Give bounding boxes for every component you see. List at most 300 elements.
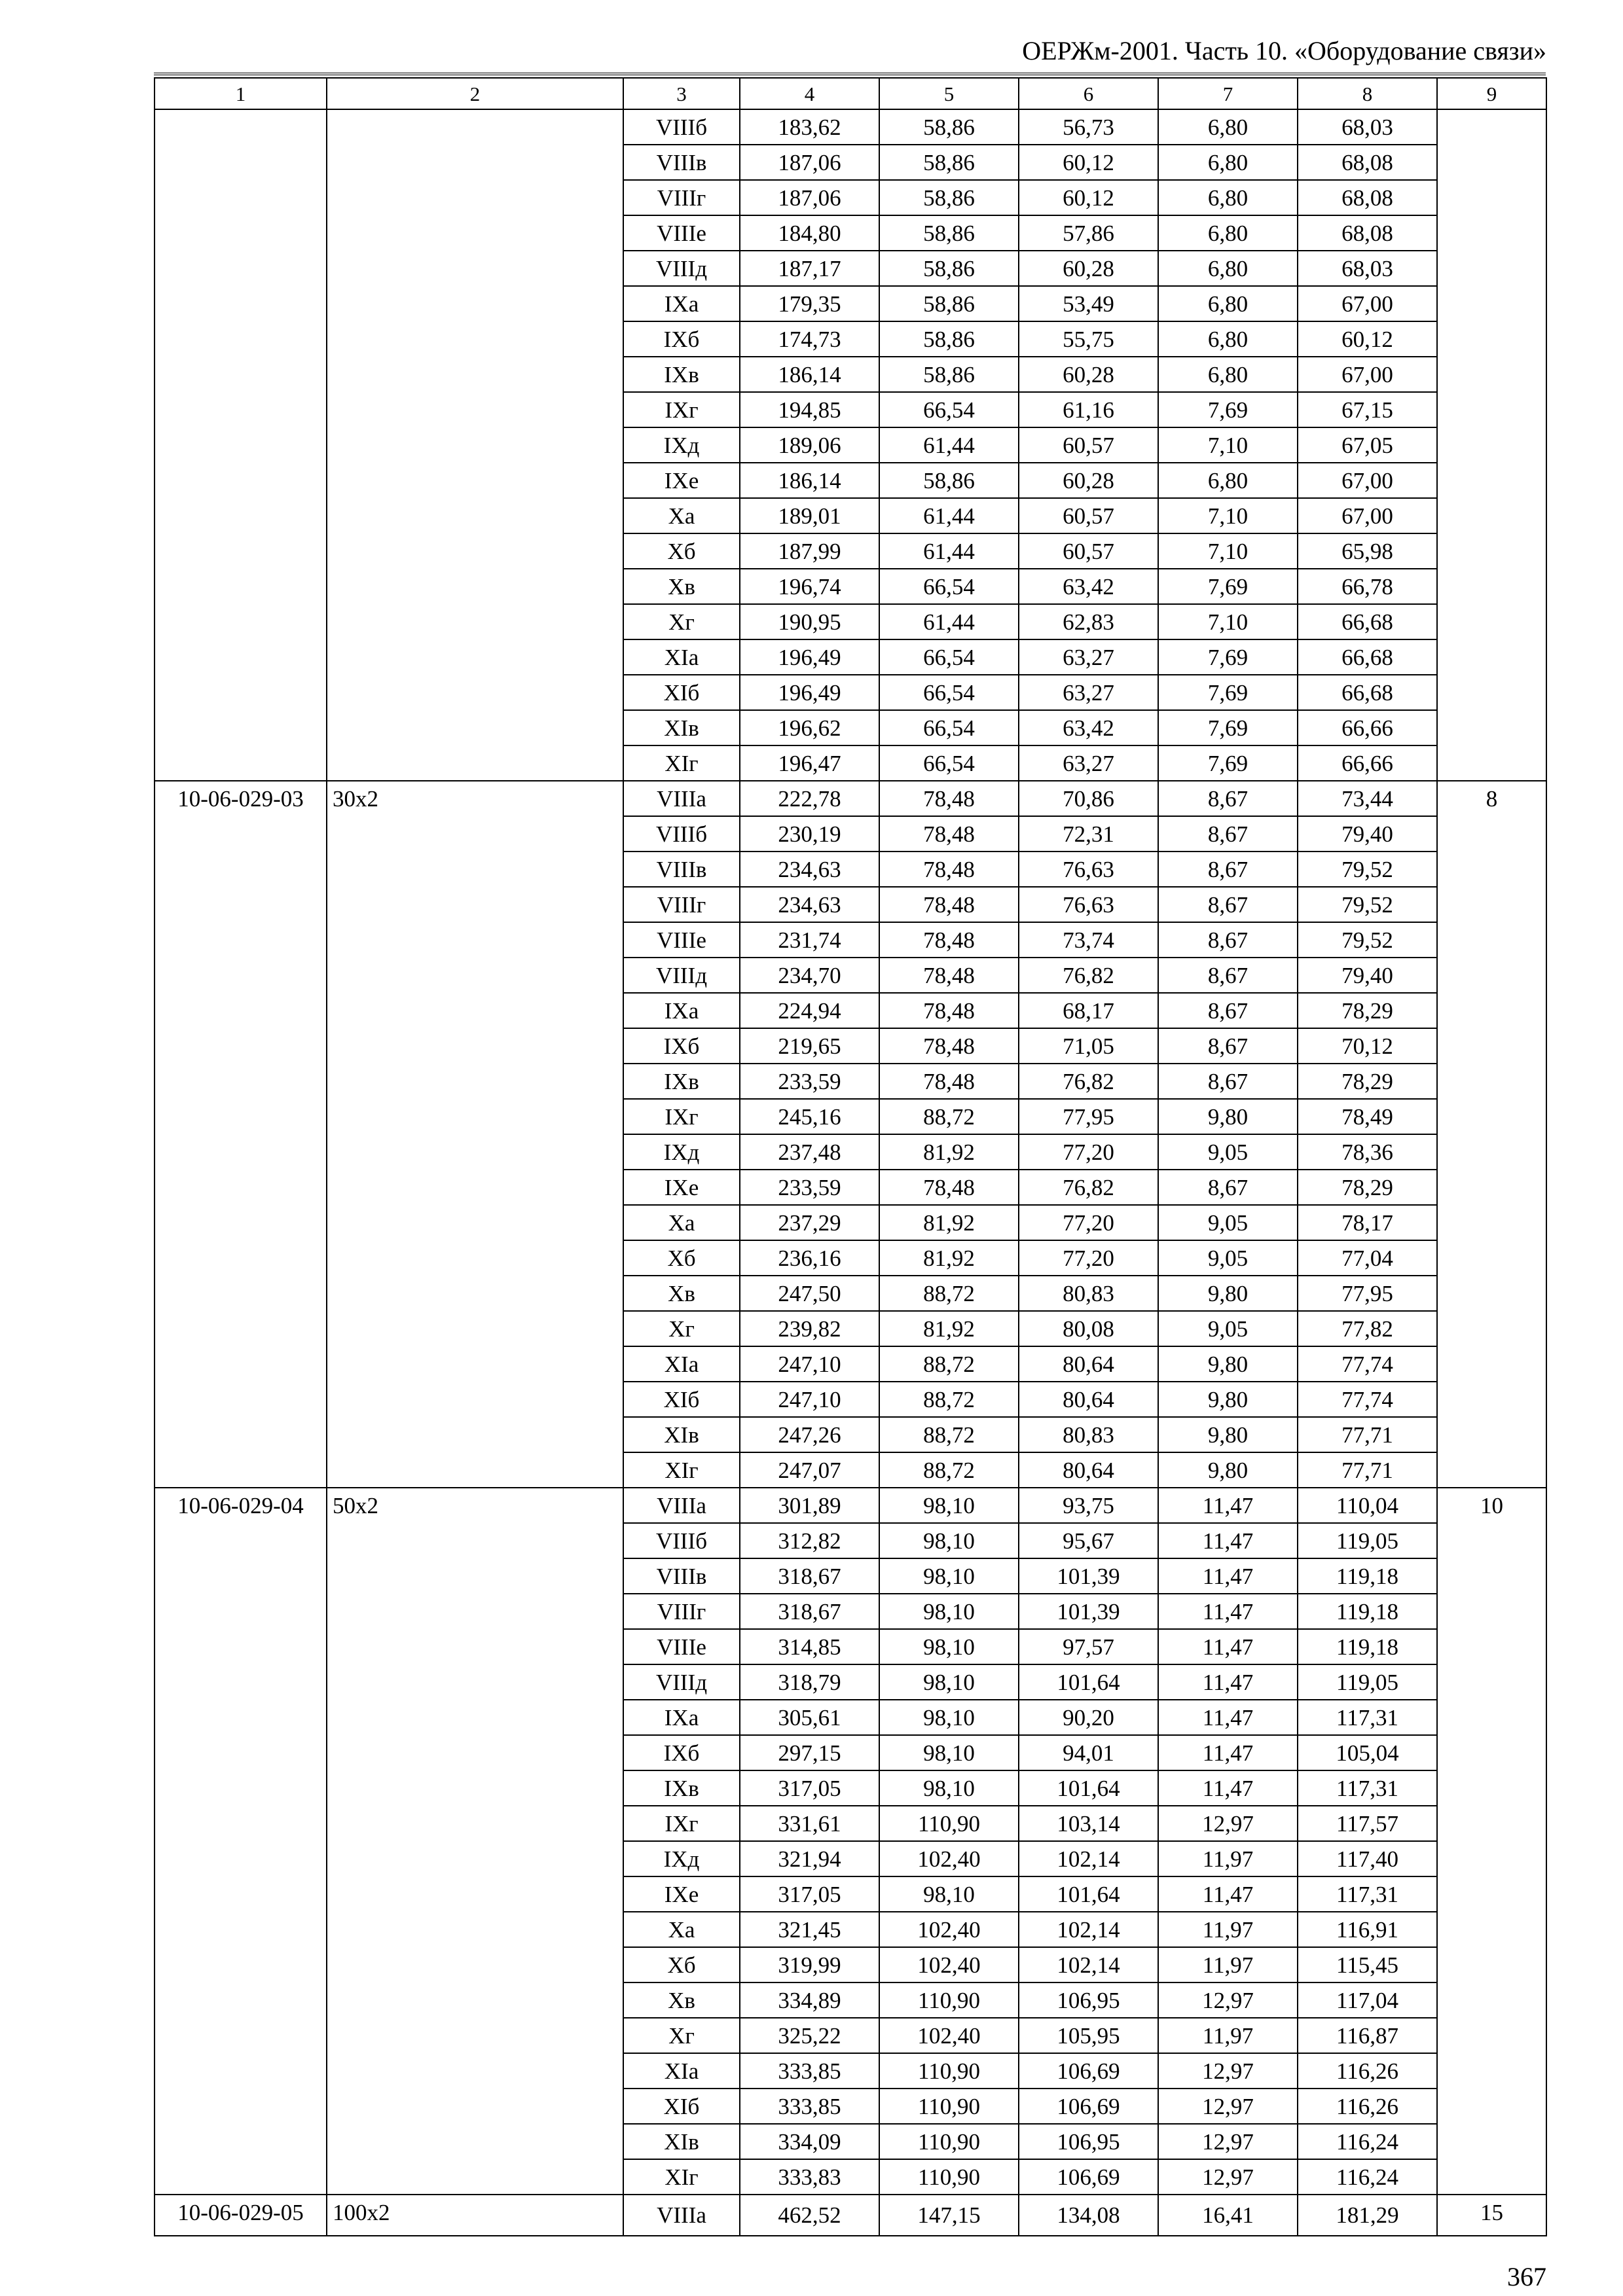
total-cost-cell: 187,99 xyxy=(740,533,879,569)
materials-cell: 116,24 xyxy=(1298,2124,1437,2159)
machines-cell: 63,42 xyxy=(1019,569,1158,604)
category-cell: IXг xyxy=(623,1099,740,1134)
machinist-wages-cell: 11,47 xyxy=(1158,1629,1298,1664)
total-cost-cell: 231,74 xyxy=(740,922,879,958)
materials-cell: 66,66 xyxy=(1298,710,1437,745)
total-cost-cell: 245,16 xyxy=(740,1099,879,1134)
machines-cell: 76,63 xyxy=(1019,852,1158,887)
machinist-wages-cell: 8,67 xyxy=(1158,1028,1298,1064)
total-cost-cell: 234,63 xyxy=(740,887,879,922)
materials-cell: 110,04 xyxy=(1298,1488,1437,1523)
wages-cell: 110,90 xyxy=(879,2124,1019,2159)
wages-cell: 78,48 xyxy=(879,852,1019,887)
column-header: 1 xyxy=(155,78,327,109)
machinist-wages-cell: 11,47 xyxy=(1158,1700,1298,1735)
category-cell: Xг xyxy=(623,604,740,639)
machinist-wages-cell: 8,67 xyxy=(1158,816,1298,852)
category-cell: IXб xyxy=(623,1028,740,1064)
machines-cell: 63,27 xyxy=(1019,745,1158,781)
wages-cell: 98,10 xyxy=(879,1558,1019,1594)
materials-cell: 68,03 xyxy=(1298,251,1437,286)
wages-cell: 110,90 xyxy=(879,1982,1019,2018)
materials-cell: 78,17 xyxy=(1298,1205,1437,1240)
materials-cell: 119,18 xyxy=(1298,1558,1437,1594)
wages-cell: 78,48 xyxy=(879,816,1019,852)
machinist-wages-cell: 9,05 xyxy=(1158,1240,1298,1276)
total-cost-cell: 233,59 xyxy=(740,1170,879,1205)
machines-cell: 60,12 xyxy=(1019,145,1158,180)
total-cost-cell: 186,14 xyxy=(740,463,879,498)
machinist-wages-cell: 9,05 xyxy=(1158,1311,1298,1346)
wages-cell: 61,44 xyxy=(879,533,1019,569)
machines-cell: 102,14 xyxy=(1019,1947,1158,1982)
column-header: 7 xyxy=(1158,78,1298,109)
total-cost-cell: 174,73 xyxy=(740,321,879,357)
column-header: 3 xyxy=(623,78,740,109)
total-cost-cell: 219,65 xyxy=(740,1028,879,1064)
total-cost-cell: 196,47 xyxy=(740,745,879,781)
category-cell: Xв xyxy=(623,1276,740,1311)
machinist-wages-cell: 11,47 xyxy=(1158,1664,1298,1700)
materials-cell: 77,74 xyxy=(1298,1346,1437,1382)
category-cell: VIIIг xyxy=(623,180,740,215)
table-row xyxy=(155,1488,1546,1523)
machinist-wages-cell: 9,80 xyxy=(1158,1452,1298,1488)
category-cell: VIIIд xyxy=(623,1664,740,1700)
machines-cell: 101,39 xyxy=(1019,1558,1158,1594)
machines-cell: 80,83 xyxy=(1019,1276,1158,1311)
machinist-wages-cell: 12,97 xyxy=(1158,2159,1298,2195)
wages-cell: 98,10 xyxy=(879,1523,1019,1558)
category-cell: VIIIб xyxy=(623,109,740,145)
machinist-wages-cell: 8,67 xyxy=(1158,887,1298,922)
wages-cell: 81,92 xyxy=(879,1205,1019,1240)
category-cell: Xа xyxy=(623,498,740,533)
machinist-wages-cell: 11,97 xyxy=(1158,1947,1298,1982)
total-cost-cell: 189,06 xyxy=(740,427,879,463)
total-cost-cell: 179,35 xyxy=(740,286,879,321)
machines-cell: 76,82 xyxy=(1019,1064,1158,1099)
machines-cell: 60,28 xyxy=(1019,463,1158,498)
table-row xyxy=(155,2195,1546,2236)
wages-cell: 88,72 xyxy=(879,1452,1019,1488)
machines-cell: 63,42 xyxy=(1019,710,1158,745)
category-cell: IXб xyxy=(623,1735,740,1770)
category-cell: IXб xyxy=(623,321,740,357)
category-cell: IXв xyxy=(623,1064,740,1099)
category-cell: XIв xyxy=(623,1417,740,1452)
machinist-wages-cell: 7,10 xyxy=(1158,533,1298,569)
column-header: 9 xyxy=(1437,78,1546,109)
total-cost-cell: 325,22 xyxy=(740,2018,879,2053)
category-cell: XIа xyxy=(623,639,740,675)
wages-cell: 102,40 xyxy=(879,2018,1019,2053)
total-cost-cell: 247,10 xyxy=(740,1346,879,1382)
category-cell: VIIIа xyxy=(623,1488,740,1523)
materials-cell: 68,03 xyxy=(1298,109,1437,145)
materials-cell: 79,52 xyxy=(1298,922,1437,958)
machinist-wages-cell: 7,69 xyxy=(1158,745,1298,781)
column-header: 6 xyxy=(1019,78,1158,109)
category-cell: XIб xyxy=(623,1382,740,1417)
category-cell: VIIIа xyxy=(623,2195,740,2236)
machinist-wages-cell: 11,47 xyxy=(1158,1876,1298,1912)
wages-cell: 110,90 xyxy=(879,2089,1019,2124)
category-cell: XIб xyxy=(623,675,740,710)
total-cost-cell: 305,61 xyxy=(740,1700,879,1735)
machinist-wages-cell: 11,47 xyxy=(1158,1594,1298,1629)
machinist-wages-cell: 7,69 xyxy=(1158,639,1298,675)
machines-cell: 76,63 xyxy=(1019,887,1158,922)
wages-cell: 147,15 xyxy=(879,2195,1019,2236)
total-cost-cell: 317,05 xyxy=(740,1876,879,1912)
total-cost-cell: 334,89 xyxy=(740,1982,879,2018)
machinist-wages-cell: 8,67 xyxy=(1158,993,1298,1028)
machinist-wages-cell: 7,69 xyxy=(1158,569,1298,604)
category-cell: XIа xyxy=(623,1346,740,1382)
category-cell: IXв xyxy=(623,357,740,392)
item-size-cell: 50х2 xyxy=(327,1488,623,2195)
machines-cell: 62,83 xyxy=(1019,604,1158,639)
machines-cell: 93,75 xyxy=(1019,1488,1158,1523)
machinist-wages-cell: 16,41 xyxy=(1158,2195,1298,2236)
materials-cell: 117,31 xyxy=(1298,1876,1437,1912)
machines-cell: 70,86 xyxy=(1019,781,1158,816)
category-cell: XIа xyxy=(623,2053,740,2089)
total-cost-cell: 196,49 xyxy=(740,675,879,710)
machines-cell: 76,82 xyxy=(1019,958,1158,993)
category-cell: IXа xyxy=(623,993,740,1028)
total-cost-cell: 224,94 xyxy=(740,993,879,1028)
materials-cell: 67,15 xyxy=(1298,392,1437,427)
labor-cell: 10 xyxy=(1437,1488,1546,2195)
machinist-wages-cell: 11,97 xyxy=(1158,2018,1298,2053)
total-cost-cell: 318,67 xyxy=(740,1594,879,1629)
wages-cell: 98,10 xyxy=(879,1664,1019,1700)
category-cell: IXе xyxy=(623,463,740,498)
materials-cell: 66,68 xyxy=(1298,604,1437,639)
machines-cell: 57,86 xyxy=(1019,215,1158,251)
materials-cell: 116,26 xyxy=(1298,2089,1437,2124)
machinist-wages-cell: 8,67 xyxy=(1158,958,1298,993)
machinist-wages-cell: 9,05 xyxy=(1158,1134,1298,1170)
total-cost-cell: 234,63 xyxy=(740,852,879,887)
materials-cell: 77,71 xyxy=(1298,1417,1437,1452)
machinist-wages-cell: 6,80 xyxy=(1158,180,1298,215)
machinist-wages-cell: 7,10 xyxy=(1158,498,1298,533)
category-cell: IXв xyxy=(623,1770,740,1806)
machinist-wages-cell: 11,97 xyxy=(1158,1841,1298,1876)
category-cell: IXа xyxy=(623,286,740,321)
page-header-title: ОЕРЖм-2001. Часть 10. «Оборудование связи» xyxy=(1022,36,1546,65)
materials-cell: 181,29 xyxy=(1298,2195,1437,2236)
materials-cell: 77,82 xyxy=(1298,1311,1437,1346)
total-cost-cell: 319,99 xyxy=(740,1947,879,1982)
materials-cell: 117,57 xyxy=(1298,1806,1437,1841)
wages-cell: 58,86 xyxy=(879,463,1019,498)
category-cell: XIб xyxy=(623,2089,740,2124)
machinist-wages-cell: 12,97 xyxy=(1158,2053,1298,2089)
category-cell: XIв xyxy=(623,710,740,745)
wages-cell: 88,72 xyxy=(879,1417,1019,1452)
materials-cell: 66,68 xyxy=(1298,675,1437,710)
machines-cell: 101,64 xyxy=(1019,1770,1158,1806)
wages-cell: 78,48 xyxy=(879,993,1019,1028)
category-cell: Xб xyxy=(623,1240,740,1276)
materials-cell: 116,91 xyxy=(1298,1912,1437,1947)
category-cell: Xв xyxy=(623,569,740,604)
table-row xyxy=(155,781,1546,816)
category-cell: XIг xyxy=(623,1452,740,1488)
wages-cell: 88,72 xyxy=(879,1382,1019,1417)
materials-cell: 119,18 xyxy=(1298,1594,1437,1629)
category-cell: IXа xyxy=(623,1700,740,1735)
materials-cell: 78,36 xyxy=(1298,1134,1437,1170)
machines-cell: 80,64 xyxy=(1019,1382,1158,1417)
machinist-wages-cell: 12,97 xyxy=(1158,2124,1298,2159)
wages-cell: 78,48 xyxy=(879,1028,1019,1064)
machinist-wages-cell: 7,69 xyxy=(1158,675,1298,710)
wages-cell: 58,86 xyxy=(879,357,1019,392)
machines-cell: 77,95 xyxy=(1019,1099,1158,1134)
materials-cell: 119,05 xyxy=(1298,1664,1437,1700)
machines-cell: 73,74 xyxy=(1019,922,1158,958)
machines-cell: 106,69 xyxy=(1019,2159,1158,2195)
machines-cell: 106,69 xyxy=(1019,2053,1158,2089)
item-size-cell xyxy=(327,109,623,781)
materials-cell: 65,98 xyxy=(1298,533,1437,569)
wages-cell: 78,48 xyxy=(879,887,1019,922)
wages-cell: 98,10 xyxy=(879,1594,1019,1629)
wages-cell: 98,10 xyxy=(879,1735,1019,1770)
materials-cell: 67,00 xyxy=(1298,463,1437,498)
materials-cell: 68,08 xyxy=(1298,215,1437,251)
wages-cell: 78,48 xyxy=(879,922,1019,958)
machinist-wages-cell: 7,69 xyxy=(1158,392,1298,427)
materials-cell: 66,78 xyxy=(1298,569,1437,604)
machines-cell: 80,64 xyxy=(1019,1346,1158,1382)
machinist-wages-cell: 6,80 xyxy=(1158,251,1298,286)
materials-cell: 116,26 xyxy=(1298,2053,1437,2089)
machines-cell: 80,08 xyxy=(1019,1311,1158,1346)
wages-cell: 88,72 xyxy=(879,1276,1019,1311)
wages-cell: 66,54 xyxy=(879,675,1019,710)
category-cell: Xв xyxy=(623,1982,740,2018)
total-cost-cell: 187,06 xyxy=(740,180,879,215)
materials-cell: 78,29 xyxy=(1298,1170,1437,1205)
machinist-wages-cell: 6,80 xyxy=(1158,321,1298,357)
machinist-wages-cell: 7,69 xyxy=(1158,710,1298,745)
machinist-wages-cell: 6,80 xyxy=(1158,357,1298,392)
category-cell: Xб xyxy=(623,1947,740,1982)
total-cost-cell: 233,59 xyxy=(740,1064,879,1099)
total-cost-cell: 317,05 xyxy=(740,1770,879,1806)
materials-cell: 60,12 xyxy=(1298,321,1437,357)
item-code-cell: 10-06-029-04 xyxy=(155,1488,327,2195)
table-header-row xyxy=(155,78,1546,109)
total-cost-cell: 333,83 xyxy=(740,2159,879,2195)
machinist-wages-cell: 6,80 xyxy=(1158,215,1298,251)
labor-cell: 15 xyxy=(1437,2195,1546,2236)
materials-cell: 79,40 xyxy=(1298,816,1437,852)
machinist-wages-cell: 8,67 xyxy=(1158,1170,1298,1205)
category-cell: Xб xyxy=(623,533,740,569)
wages-cell: 58,86 xyxy=(879,145,1019,180)
total-cost-cell: 247,26 xyxy=(740,1417,879,1452)
category-cell: IXд xyxy=(623,1841,740,1876)
machines-cell: 97,57 xyxy=(1019,1629,1158,1664)
machines-cell: 77,20 xyxy=(1019,1134,1158,1170)
total-cost-cell: 321,45 xyxy=(740,1912,879,1947)
wages-cell: 102,40 xyxy=(879,1912,1019,1947)
machines-cell: 60,12 xyxy=(1019,180,1158,215)
materials-cell: 67,00 xyxy=(1298,286,1437,321)
category-cell: VIIIб xyxy=(623,1523,740,1558)
wages-cell: 78,48 xyxy=(879,1170,1019,1205)
materials-cell: 73,44 xyxy=(1298,781,1437,816)
wages-cell: 78,48 xyxy=(879,781,1019,816)
header-rule xyxy=(154,73,1546,75)
category-cell: VIIIг xyxy=(623,1594,740,1629)
materials-cell: 67,00 xyxy=(1298,357,1437,392)
total-cost-cell: 318,79 xyxy=(740,1664,879,1700)
category-cell: Xа xyxy=(623,1912,740,1947)
machinist-wages-cell: 11,47 xyxy=(1158,1488,1298,1523)
category-cell: IXг xyxy=(623,392,740,427)
total-cost-cell: 230,19 xyxy=(740,816,879,852)
machines-cell: 77,20 xyxy=(1019,1205,1158,1240)
category-cell: VIIIв xyxy=(623,852,740,887)
wages-cell: 61,44 xyxy=(879,427,1019,463)
total-cost-cell: 312,82 xyxy=(740,1523,879,1558)
machines-cell: 103,14 xyxy=(1019,1806,1158,1841)
wages-cell: 66,54 xyxy=(879,392,1019,427)
machinist-wages-cell: 12,97 xyxy=(1158,1982,1298,2018)
wages-cell: 58,86 xyxy=(879,321,1019,357)
materials-cell: 117,31 xyxy=(1298,1770,1437,1806)
total-cost-cell: 196,49 xyxy=(740,639,879,675)
materials-cell: 79,40 xyxy=(1298,958,1437,993)
machines-cell: 71,05 xyxy=(1019,1028,1158,1064)
wages-cell: 98,10 xyxy=(879,1876,1019,1912)
wages-cell: 58,86 xyxy=(879,215,1019,251)
machines-cell: 55,75 xyxy=(1019,321,1158,357)
machinist-wages-cell: 8,67 xyxy=(1158,1064,1298,1099)
machines-cell: 63,27 xyxy=(1019,639,1158,675)
category-cell: IXг xyxy=(623,1806,740,1841)
total-cost-cell: 247,10 xyxy=(740,1382,879,1417)
wages-cell: 78,48 xyxy=(879,1064,1019,1099)
column-header: 5 xyxy=(879,78,1019,109)
machines-cell: 106,95 xyxy=(1019,2124,1158,2159)
materials-cell: 79,52 xyxy=(1298,852,1437,887)
machinist-wages-cell: 7,10 xyxy=(1158,427,1298,463)
machines-cell: 106,69 xyxy=(1019,2089,1158,2124)
materials-cell: 70,12 xyxy=(1298,1028,1437,1064)
machinist-wages-cell: 9,80 xyxy=(1158,1382,1298,1417)
total-cost-cell: 297,15 xyxy=(740,1735,879,1770)
machines-cell: 63,27 xyxy=(1019,675,1158,710)
category-cell: VIIIе xyxy=(623,922,740,958)
machines-cell: 76,82 xyxy=(1019,1170,1158,1205)
materials-cell: 79,52 xyxy=(1298,887,1437,922)
wages-cell: 66,54 xyxy=(879,710,1019,745)
total-cost-cell: 237,48 xyxy=(740,1134,879,1170)
category-cell: IXд xyxy=(623,427,740,463)
machines-cell: 53,49 xyxy=(1019,286,1158,321)
machines-cell: 60,57 xyxy=(1019,427,1158,463)
category-cell: VIIIв xyxy=(623,145,740,180)
materials-cell: 66,68 xyxy=(1298,639,1437,675)
total-cost-cell: 222,78 xyxy=(740,781,879,816)
total-cost-cell: 239,82 xyxy=(740,1311,879,1346)
wages-cell: 110,90 xyxy=(879,2159,1019,2195)
wages-cell: 58,86 xyxy=(879,251,1019,286)
machinist-wages-cell: 7,10 xyxy=(1158,604,1298,639)
category-cell: VIIIа xyxy=(623,781,740,816)
wages-cell: 58,86 xyxy=(879,286,1019,321)
total-cost-cell: 189,01 xyxy=(740,498,879,533)
category-cell: VIIIе xyxy=(623,1629,740,1664)
machines-cell: 60,28 xyxy=(1019,357,1158,392)
machinist-wages-cell: 9,80 xyxy=(1158,1276,1298,1311)
materials-cell: 105,04 xyxy=(1298,1735,1437,1770)
materials-cell: 77,74 xyxy=(1298,1382,1437,1417)
wages-cell: 66,54 xyxy=(879,569,1019,604)
item-size-cell: 100х2 xyxy=(327,2195,623,2236)
column-header: 2 xyxy=(327,78,623,109)
total-cost-cell: 321,94 xyxy=(740,1841,879,1876)
category-cell: VIIIб xyxy=(623,816,740,852)
total-cost-cell: 190,95 xyxy=(740,604,879,639)
materials-cell: 67,05 xyxy=(1298,427,1437,463)
total-cost-cell: 331,61 xyxy=(740,1806,879,1841)
materials-cell: 78,29 xyxy=(1298,993,1437,1028)
labor-cell xyxy=(1437,109,1546,781)
materials-cell: 117,40 xyxy=(1298,1841,1437,1876)
materials-cell: 78,29 xyxy=(1298,1064,1437,1099)
wages-cell: 81,92 xyxy=(879,1311,1019,1346)
total-cost-cell: 333,85 xyxy=(740,2089,879,2124)
wages-cell: 88,72 xyxy=(879,1099,1019,1134)
category-cell: VIIIг xyxy=(623,887,740,922)
machines-cell: 102,14 xyxy=(1019,1912,1158,1947)
item-code-cell: 10-06-029-05 xyxy=(155,2195,327,2236)
total-cost-cell: 194,85 xyxy=(740,392,879,427)
wages-cell: 110,90 xyxy=(879,1806,1019,1841)
total-cost-cell: 314,85 xyxy=(740,1629,879,1664)
category-cell: XIв xyxy=(623,2124,740,2159)
machines-cell: 56,73 xyxy=(1019,109,1158,145)
category-cell: VIIIд xyxy=(623,251,740,286)
machines-cell: 106,95 xyxy=(1019,1982,1158,2018)
wages-cell: 102,40 xyxy=(879,1841,1019,1876)
page-number: 367 xyxy=(1507,2262,1546,2291)
wages-cell: 98,10 xyxy=(879,1770,1019,1806)
total-cost-cell: 196,62 xyxy=(740,710,879,745)
machines-cell: 60,57 xyxy=(1019,498,1158,533)
machinist-wages-cell: 6,80 xyxy=(1158,286,1298,321)
machines-cell: 61,16 xyxy=(1019,392,1158,427)
machinist-wages-cell: 8,67 xyxy=(1158,852,1298,887)
machinist-wages-cell: 8,67 xyxy=(1158,781,1298,816)
total-cost-cell: 301,89 xyxy=(740,1488,879,1523)
category-cell: VIIIе xyxy=(623,215,740,251)
wages-cell: 58,86 xyxy=(879,180,1019,215)
machines-cell: 77,20 xyxy=(1019,1240,1158,1276)
machines-cell: 80,83 xyxy=(1019,1417,1158,1452)
category-cell: Xа xyxy=(623,1205,740,1240)
